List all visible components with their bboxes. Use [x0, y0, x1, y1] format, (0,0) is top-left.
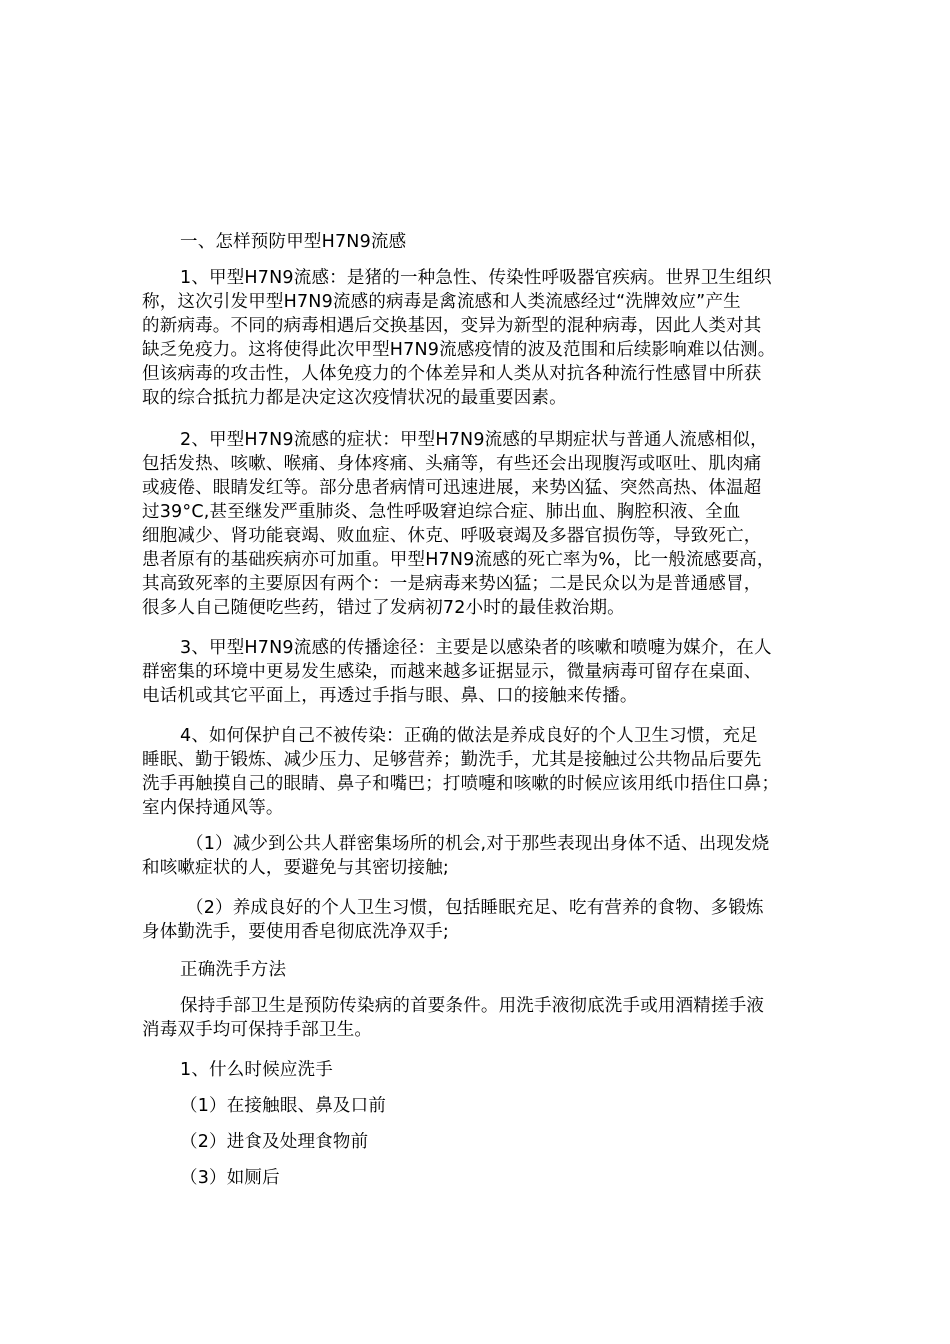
paragraph-protection: [142, 724, 842, 820]
text-line: 过39°C,甚至继发严重肺炎、急性呼吸窘迫综合症、肺出血、胸腔积液、全血: [142, 502, 741, 522]
text-line: 群密集的环境中更易发生感染，而越来越多证据显示，微量病毒可留存在桌面、: [142, 662, 762, 682]
list-item: [142, 1094, 842, 1118]
text-line: 睡眠、勤于锻炼、减少压力、足够营养；勤洗手，尤其是接触过公共物品后要先: [142, 750, 762, 770]
text-line: 其高致死率的主要原因有两个：一是病毒来势凶猛；二是民众以为是普通感冒，: [142, 574, 762, 594]
text-line: 和咳嗽症状的人，要避免与其密切接触;: [142, 858, 449, 878]
handwash-heading: [142, 958, 842, 982]
text-line: 洗手再触摸自己的眼睛、鼻子和嘴巴；打喷嚏和咳嗽的时候应该用纸巾捂住口鼻；: [142, 774, 780, 794]
text-line: 缺乏免疫力。这将使得此次甲型H7N9流感疫情的波及范围和后续影响难以估测。: [142, 340, 776, 360]
paragraph-definition: [142, 266, 842, 410]
text-line: 取的综合抵抗力都是决定这次疫情状况的最重要因素。: [142, 388, 567, 408]
text-line: 或疲倦、眼睛发红等。部分患者病情可迅速进展，来势凶猛、突然高热、体温超: [142, 478, 762, 498]
text-line: 1、甲型H7N9流感：是猪的一种急性、传染性呼吸器官疾病。世界卫生组织: [180, 268, 772, 288]
paragraph-measure-1: [142, 832, 842, 880]
list-item-text: （1）在接触眼、鼻及口前: [180, 1096, 387, 1116]
text-line: 患者原有的基础疾病亦可加重。甲型H7N9流感的死亡率为%，比一般流感要高，: [142, 550, 775, 570]
text-line: 室内保持通风等。: [142, 798, 284, 818]
heading-text: 正确洗手方法: [180, 960, 287, 980]
paragraph-hand-hygiene: [142, 994, 842, 1042]
text-line: （2）养成良好的个人卫生习惯，包括睡眠充足、吃有营养的食物、多锻炼: [186, 898, 764, 918]
text-line: 4、如何保护自己不被传染：正确的做法是养成良好的个人卫生习惯，充足: [180, 726, 758, 746]
list-item: [142, 1130, 842, 1154]
list-item-text: （3）如厕后: [180, 1168, 280, 1188]
paragraph-symptoms: [142, 428, 842, 620]
when-heading: [142, 1058, 842, 1082]
text-line: 但该病毒的攻击性，人体免疫力的个体差异和人类从对抗各种流行性感冒中所获: [142, 364, 762, 384]
text-line: 称，这次引发甲型H7N9流感的病毒是禽流感和人类流感经过“洗牌效应”产生: [142, 292, 741, 312]
paragraph-transmission: [142, 636, 842, 708]
text-line: 3、甲型H7N9流感的传播途径：主要是以感染者的咳嗽和喷嚏为媒介，在人: [180, 638, 772, 658]
section-heading: [142, 230, 842, 254]
text-line: 电话机或其它平面上，再透过手指与眼、鼻、口的接触来传播。: [142, 686, 638, 706]
text-line: 消毒双手均可保持手部卫生。: [142, 1020, 373, 1040]
text-line: 2、甲型H7N9流感的症状：甲型H7N9流感的早期症状与普通人流感相似，: [180, 430, 768, 450]
text-line: 包括发热、咳嗽、喉痛、身体疼痛、头痛等，有些还会出现腹泻或呕吐、肌肉痛: [142, 454, 762, 474]
text-line: 很多人自己随便吃些药，错过了发病初72小时的最佳救治期。: [142, 598, 625, 618]
text-line: 身体勤洗手，要使用香皂彻底洗净双手;: [142, 922, 449, 942]
list-item-text: （2）进食及处理食物前: [180, 1132, 369, 1152]
text-line: 保持手部卫生是预防传染病的首要条件。用洗手液彻底洗手或用酒精搓手液: [180, 996, 765, 1016]
paragraph-measure-2: [142, 896, 842, 944]
heading-text: 1、什么时候应洗手: [180, 1060, 333, 1080]
heading-text: 一、怎样预防甲型H7N9流感: [180, 232, 407, 252]
text-line: 的新病毒。不同的病毒相遇后交换基因，变异为新型的混种病毒，因此人类对其: [142, 316, 762, 336]
list-item: [142, 1166, 842, 1190]
text-line: （1）减少到公共人群密集场所的机会,对于那些表现出身体不适、出现发烧: [186, 834, 770, 854]
text-line: 细胞减少、肾功能衰竭、败血症、休克、呼吸衰竭及多器官损伤等，导致死亡，: [142, 526, 762, 546]
